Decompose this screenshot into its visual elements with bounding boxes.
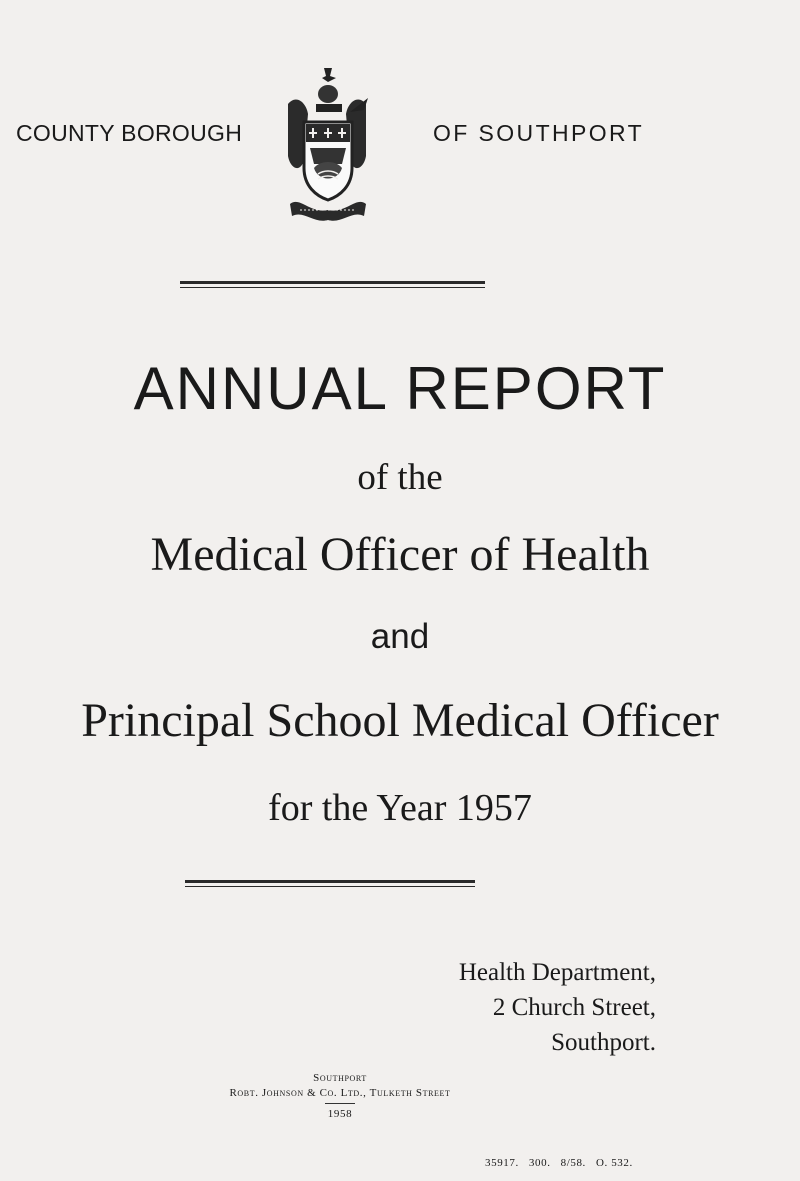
department-address: [459, 955, 656, 1060]
coat-of-arms-icon: [280, 64, 374, 232]
printer-name: Robt. Johnson & Co. Ltd., Tulketh Street: [229, 1087, 451, 1099]
printer-place: Southport: [313, 1072, 367, 1084]
address-line: 2 Church Street,: [492, 994, 656, 1021]
imprint-divider: [325, 1103, 355, 1104]
address-line: Health Department,: [458, 959, 656, 986]
medical-officer-heading: Medical Officer of Health: [150, 528, 650, 581]
printer-imprint: [200, 1071, 480, 1122]
and-text: and: [370, 617, 430, 656]
report-year: for the Year 1957: [268, 787, 532, 829]
report-title: ANNUAL REPORT: [133, 355, 667, 422]
school-medical-officer-heading: Principal School Medical Officer: [81, 694, 719, 747]
header-right-text: OF SOUTHPORT: [433, 120, 645, 146]
bottom-divider: [185, 880, 475, 887]
printer-year: 1958: [327, 1108, 353, 1120]
of-the-text: of the: [357, 457, 443, 498]
address-line: Southport.: [551, 1029, 656, 1056]
header-left-text: COUNTY BOROUGH: [16, 120, 243, 146]
print-code: 35917. 300. 8/58. O. 532.: [485, 1157, 633, 1169]
top-divider: [180, 281, 485, 288]
